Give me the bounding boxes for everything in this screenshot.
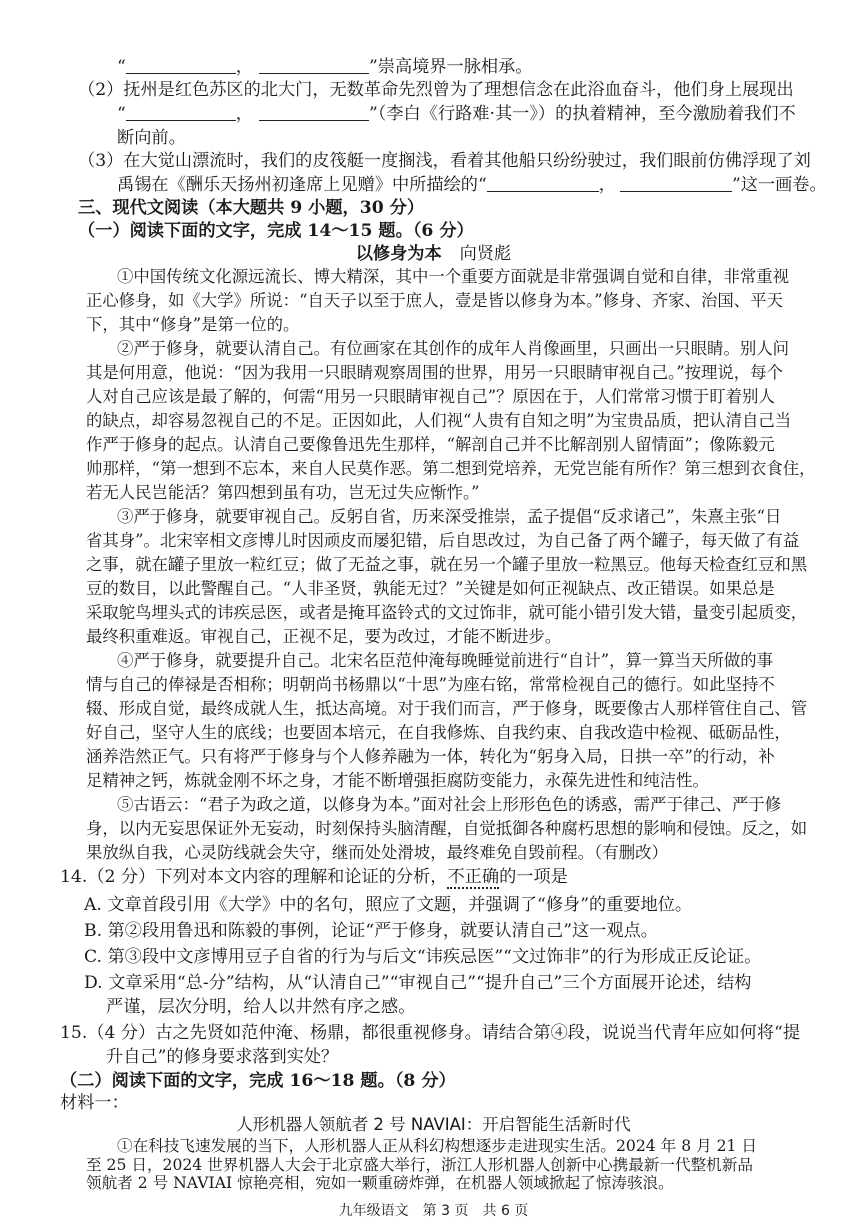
p3-line: 省其身”。北宋宰相文彦博儿时因顽皮而屡犯错，后自思改过，为自己备了两个罐子，每天做了有益 [86,531,800,550]
q13-3-start: 禹锡在《酬乐天扬州初逢席上见赠》中所描绘的“ [117,175,487,195]
q15-line2: 升自己”的修身要求落到实处？ [106,1047,339,1067]
p4-line: 情与自己的俸禄是否相称；明朝尚书杨鼎以“十思”为座右铭，常常检视自己的德行。如此坚持不 [86,675,775,694]
q14-stem [60,866,568,888]
q13-3-mid: ， [598,175,616,195]
q14-option-b[interactable]: B. 第②段用鲁迅和陈毅的事例，论证“严于修身，就要认清自己”这一观点。 [84,921,658,941]
p4-line: 辍、形成自觉，最终成就人生，抵达高境。对于我们而言，严于修身，既要像古人那样管住自己、管 [86,699,808,718]
p1-line: ①中国传统文化源远流长、博大精深，其中一个重要方面就是非常强调自觉和自律，非常重视 [117,267,790,286]
material1-paragraph-line: ①在科技飞速发展的当下，人形机器人正从科幻构想逐步走进现实生活。2024 年 8 月 21 日 [117,1137,758,1155]
q14-option-d-line2: 严谨，层次分明，给人以井然有序之感。 [106,997,416,1017]
page-footer: 九年级语文 第 3 页 共 6 页 [338,1203,529,1219]
p5-line: ⑤古语云：“君子为政之道，以修身为本。”面对社会上形形色色的诱惑，需严于律己、严于修 [117,795,782,814]
q14-option-a[interactable]: A. 文章首段引用《大学》中的名句，照应了文题，并强调了“修身”的重要地位。 [84,895,693,915]
section-title: 三、现代文阅读（本大题共 9 小题，30 分） [78,198,425,218]
q14-stem-emphasis: 不正确 [447,867,500,887]
q13-2-line-b [117,103,796,125]
answer-blank[interactable] [487,175,599,192]
q14-option-c[interactable]: C. 第③段中文彦博用豆子自省的行为与后文“讳疾忌医”“文过饰非”的行为形成正反论证。 [84,947,762,967]
q13-line1-open: “ [117,57,126,77]
q13-3-line-a: （3）在大觉山漂流时，我们的皮筏艇一度搁浅，看着其他船只纷纷驶过，我们眼前仿佛浮现了刘 [78,151,811,171]
article-author: 向贤彪 [459,244,512,264]
material1-title: 人形机器人领航者 2 号 NAVIAI：开启智能生活新时代 [236,1115,631,1134]
q13-3-end: ”这一画卷。 [731,175,827,195]
q13-3-line-b [117,174,827,196]
answer-blank[interactable] [259,57,369,74]
material1-paragraph [0,1137,867,1193]
p4-line: 足精神之钙，炼就金刚不坏之身，才能不断增强拒腐防变能力，永葆先进性和纯洁性。 [86,771,709,790]
p1-line: 正心修身，如《大学》所说：“自天子以至于庶人，壹是皆以修身为本。”修身、齐家、治国、平天 [86,291,783,310]
answer-blank[interactable] [126,104,236,121]
q13-2-mid: ， [235,104,253,124]
q15-line1: 15.（4 分）古之先贤如范仲淹、杨鼎，都很重视修身。请结合第④段，说说当代青年应如何将“提 [60,1023,801,1043]
article-title: 以修身为本 [355,244,442,264]
q13-line1-end: ”崇高境界一脉相承。 [369,57,533,77]
q13-2-line-a: （2）抚州是红色苏区的北大门，无数革命先烈曾为了理想信念在此浴血奋斗，他们身上展现出 [78,80,794,100]
material1-label: 材料一： [60,1093,129,1113]
p2-line: 其是何用意，他说：“因为我用一只眼睛观察周围的世界，用另一只眼睛审视自己。”按理说，每个 [86,363,783,382]
p4-line: 好自己，坚守人生的底线；也要固本培元，在自我修炼、自我约束、自我改造中检视、砥砺品性， [86,723,791,742]
p1-line: 下，其中“修身”是第一位的。 [86,315,300,334]
q13-line1-mid: ， [235,57,253,77]
p3-line: 豆的数目，以此警醒自己。“人非圣贤，孰能无过？”关键是如何正视缺点、改正错误。如果总是 [86,579,775,598]
q14-option-d-line1[interactable]: D. 文章采用“总-分”结构，从“认清自己”“审视自己”“提升自己”三个方面展开论述，结构 [84,973,752,993]
material1-paragraph-line: 领航者 2 号 NAVIAI 惊艳亮相，宛如一颗重磅炸弹，在机器人领域掀起了惊涛骇浪。 [86,1174,674,1192]
p5-line: 身，以内无妄思保证外无妄动，时刻保持头脑清醒，自觉抵御各种腐朽思想的影响和侵蚀。反之，如 [86,819,808,838]
answer-blank[interactable] [620,175,732,192]
p3-line: 之事，就在罐子里放一粒红豆；做了无益之事，就在另一个罐子里放一粒黑豆。他每天检查红豆和黑 [86,555,808,574]
p2-line: 若无人民岂能活？第四想到虽有功，岂无过失应惭怍。” [86,483,480,502]
p2-line: ②严于修身，就要认清自己。有位画家在其创作的成年人肖像画里，只画出一只眼睛。别人问 [117,339,790,358]
p3-line: ③严于修身，就要审视自己。反躬自省，历来深受推崇，孟子提倡“反求诸己”，朱熹主张“日 [117,507,782,526]
q13-2-end: ”（李白《行路难·其一》）的执着精神，至今激励着我们不 [369,104,796,124]
material1-paragraph-line: 至 25 日，2024 世界机器人大会于北京盛大举行，浙江人形机器人创新中心携最新一代整机新品 [86,1155,753,1174]
p2-line: 帅那样，“第一想到不忘本，来自人民莫作恶。第二想到党培养，无党岂能有所作？第三想到衣食住， [86,459,816,478]
p3-line: 最终积重难返。审视自己，正视不足，要为改过，才能不断进步。 [86,627,562,646]
p2-line: 的缺点，却容易忽视自己的不足。正因如此，人们视“人贵有自知之明”为宝贵品质，把认清自己当 [86,411,792,430]
part1-title: （一）阅读下面的文字，完成 14～15 题。（6 分） [78,221,474,241]
answer-blank[interactable] [126,57,236,74]
p5-line: 果放纵自我，心灵防线就会失守，继而处处滑坡，最终难免自毁前程。（有删改） [86,843,668,862]
q14-stem-pre: 14.（2 分）下列对本文内容的理解和论证的分析， [60,867,448,887]
p2-line: 人对自己应该是最了解的，何需“用另一只眼睛审视自己”？原因在于，人们常常习惯于盯着别人 [86,387,775,406]
p4-line: 涵养浩然正气。只有将严于修身与个人修养融为一体，转化为“躬身入局，日拱一卒”的行动，补 [86,747,775,766]
q13-2-line-c: 断向前。 [117,128,186,148]
answer-blank[interactable] [259,104,369,121]
q13-line1 [117,56,532,78]
part2-title: （二）阅读下面的文字，完成 16～18 题。（8 分） [60,1071,456,1091]
p3-line: 采取鸵鸟埋头式的讳疾忌医，或者是掩耳盗铃式的文过饰非，就可能小错引发大错，量变引起质变， [86,603,808,622]
article-heading [0,243,867,265]
p4-line: ④严于修身，就要提升自己。北宋名臣范仲淹每晚睡觉前进行“自计”，算一算当天所做的事 [117,651,773,670]
q14-stem-post: 的一项是 [499,867,568,887]
p2-line: 作严于修身的起点。认清自己要像鲁迅先生那样，“解剖自己并不比解剖别人留情面”；像陈毅元 [86,435,775,454]
q13-2-open: “ [117,104,126,124]
